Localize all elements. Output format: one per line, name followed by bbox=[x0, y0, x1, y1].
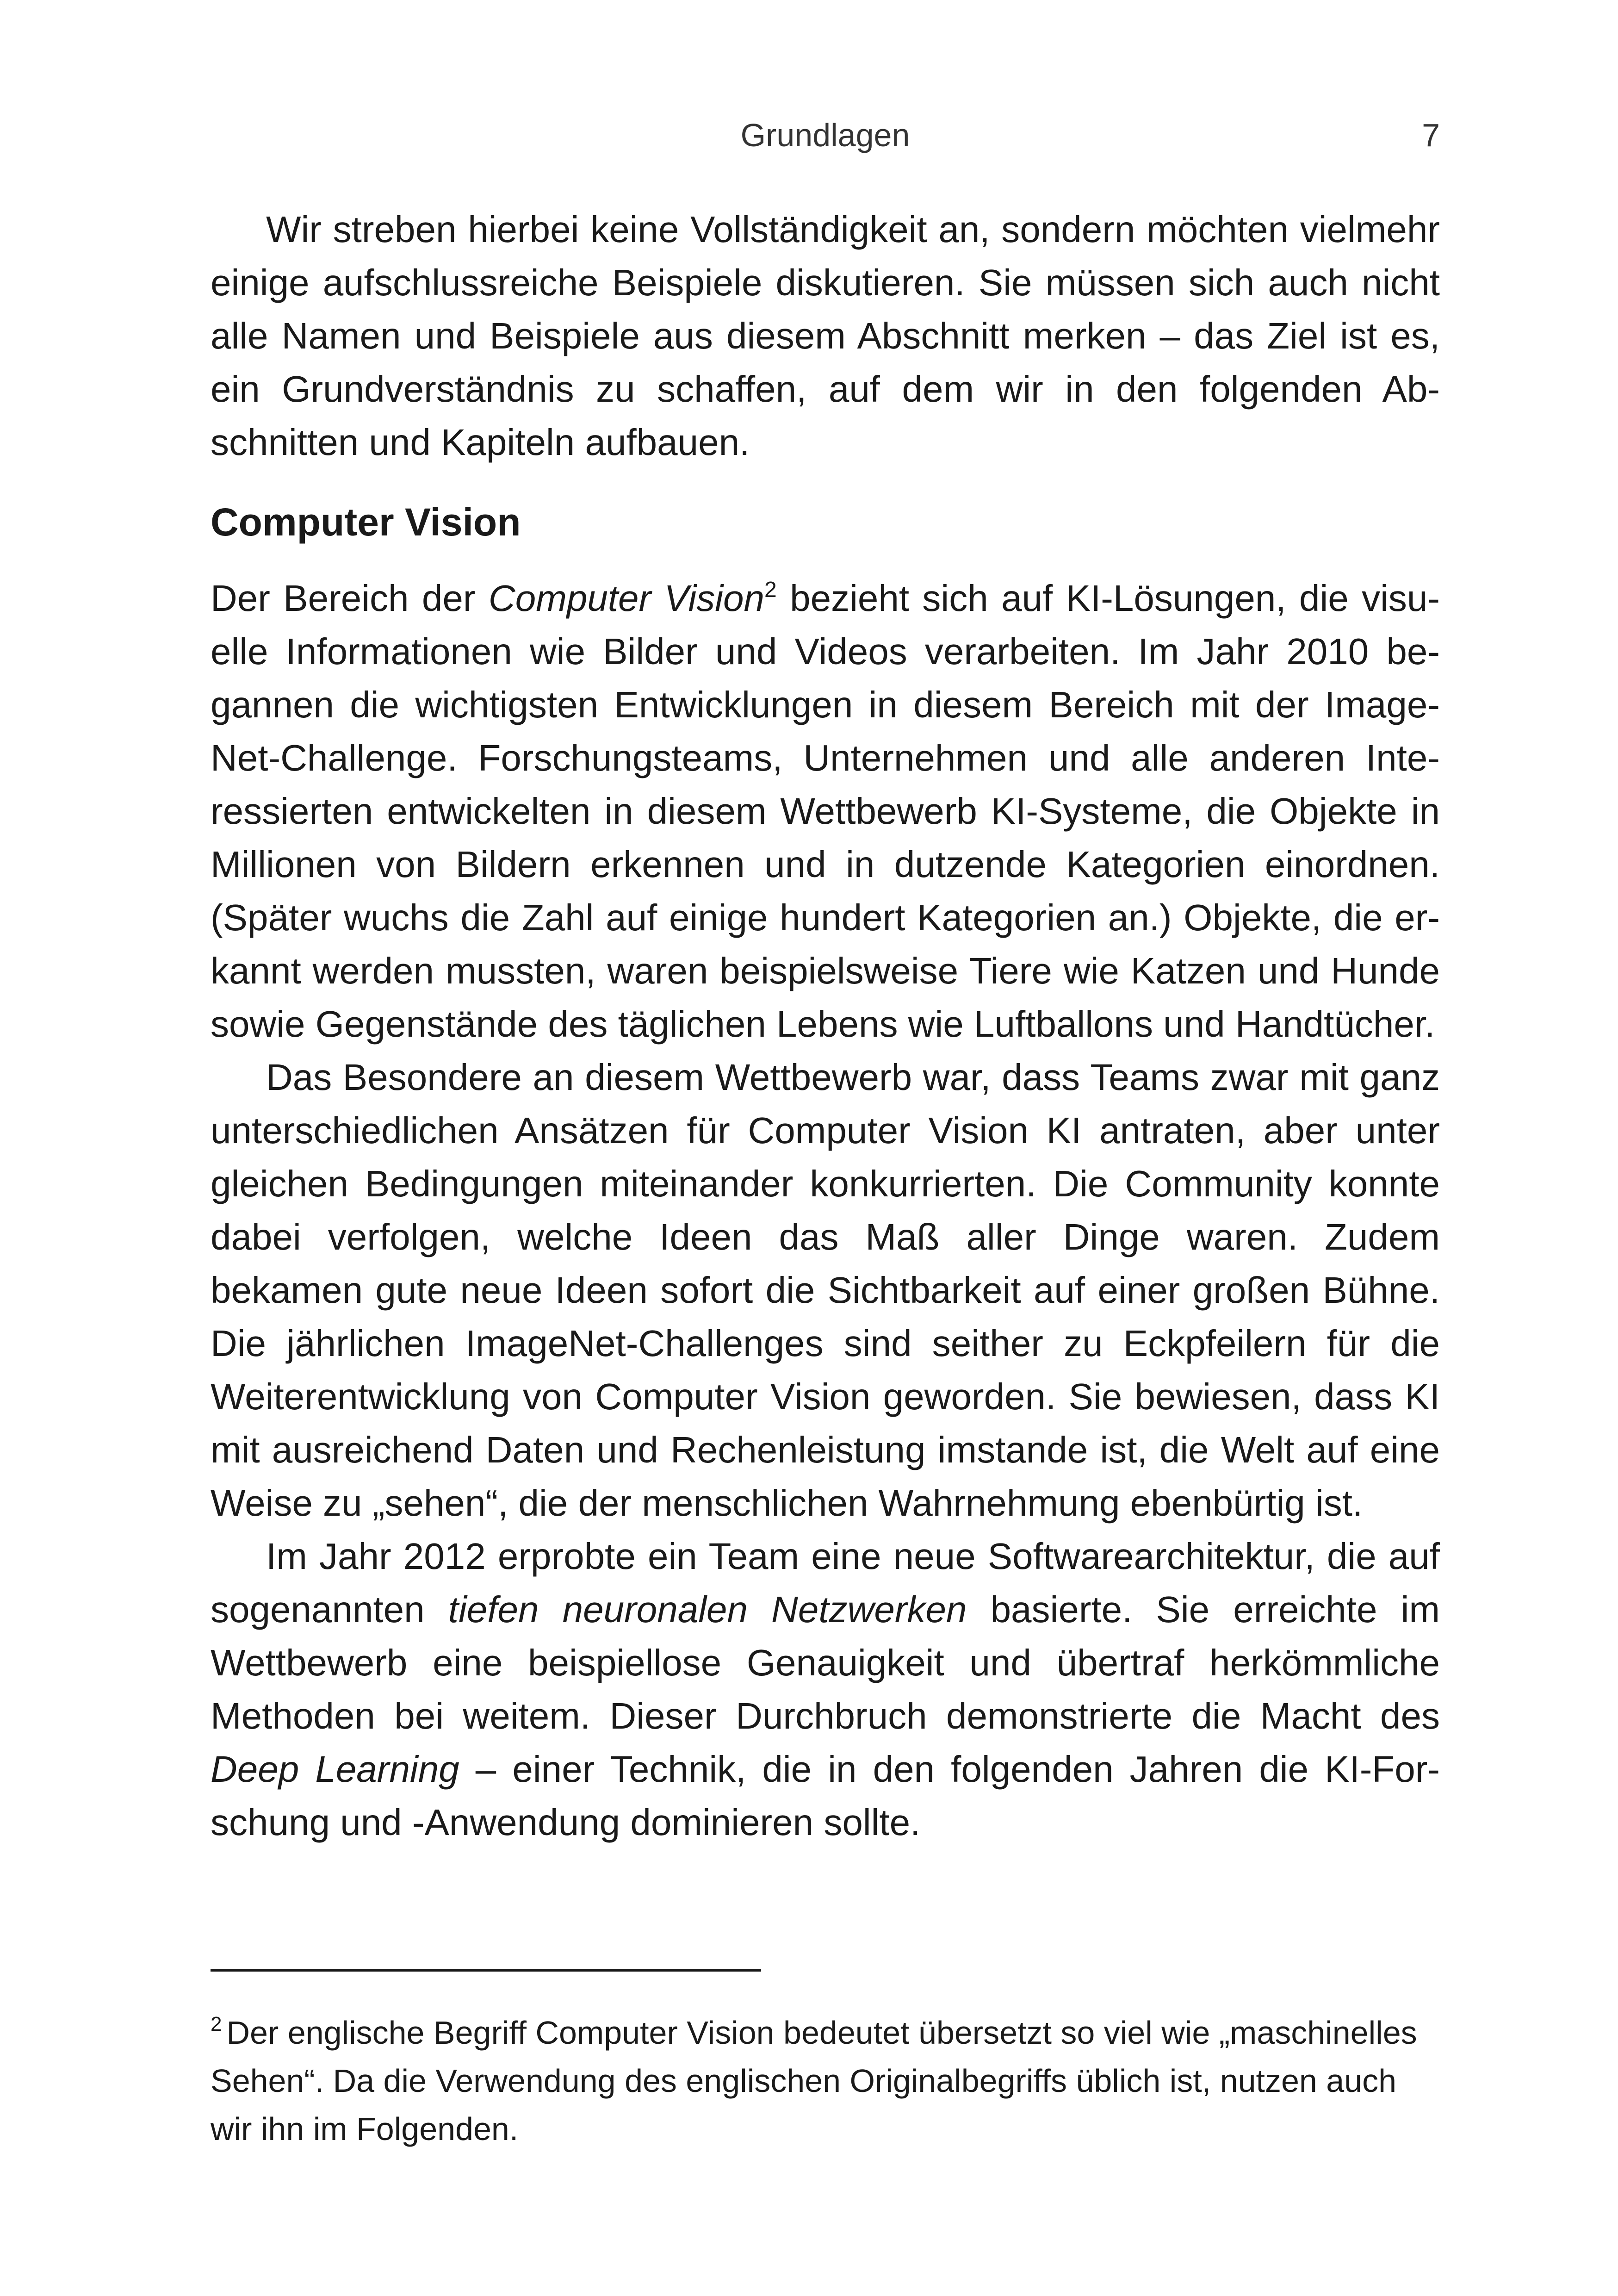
footnote-text: Der englische Begriff Computer Vision bedeutet übersetzt so viel wie „maschinelles Sehen“. Da die Verwendung des englischen Originalbegriffs üblich ist, nutzen auch wir ihn im Folgenden. bbox=[211, 2015, 1417, 2147]
running-head bbox=[211, 112, 1440, 158]
footnotes bbox=[211, 2009, 1440, 2153]
p1-text-after: bezieht sich auf KI-Lösungen, die visuelle Informationen wie Bilder und Videos verarbeiten. Im Jahr 2010 begannen die wichtigsten Entwicklungen in diesem Bereich mit der ImageNet-Challenge. Forschungsteams, Unternehmen und alle anderen Interessierten entwickelten in diesem Wettbewerb KI-Systeme, die Objekte in Millionen von Bildern erkennen und in dutzende Kategorien einordnen. (Später wuchs die Zahl auf einige hundert Kategorien an.) Objekte, die erkannt werden mussten, waren beispielsweise Tiere wie Katzen und Hunde sowie Gegenstände des täglichen Lebens wie Luftballons und Handtücher. bbox=[211, 578, 1440, 1045]
section-heading: Computer Vision bbox=[211, 500, 521, 544]
term-deep-learning: Deep Learning bbox=[211, 1748, 459, 1790]
page-number: 7 bbox=[1422, 117, 1440, 153]
main-text bbox=[211, 203, 1440, 1849]
footnote-number: 2 bbox=[211, 2013, 222, 2035]
running-head-section: Grundlagen bbox=[740, 117, 910, 153]
term-computer-vision: Computer Vision bbox=[488, 578, 764, 619]
p3-text-part2: basierte. Sie erreichte im Wettbewerb eine beispiellose Genauigkeit und übertraf herkömmliche Methoden bei weitem. Dieser Durchbruch demonstrierte die Macht des bbox=[211, 1589, 1440, 1736]
computer-vision-paragraph-2: Das Besondere an diesem Wettbewerb war, dass Teams zwar mit ganz unterschiedlichen Ansätzen für Computer Vision KI antraten, aber unter gleichen Bedingungen miteinander konkurrierten. Die Community konnte dabei verfolgen, welche Ideen das Maß aller Dinge waren. Zudem bekamen gute neue Ideen sofort die Sichtbarkeit auf einer großen Bühne. Die jährlichen ImageNet-Challenges sind seither zu Eckpfeilern für die Weiterentwicklung von Computer Vision geworden. Sie bewiesen, dass KI mit ausreichend Daten und Rechenleistung imstande ist, die Welt auf eine Weise zu „sehen“, die der menschlichen Wahrnehmung ebenbürtig ist. bbox=[211, 1057, 1440, 1524]
term-tiefe-neuronale-netzwerke: tiefen neuronalen Netzwerken bbox=[448, 1589, 967, 1630]
p1-text-before: Der Bereich der bbox=[211, 578, 489, 619]
p3-text-part3: – einer Technik, die in den folgenden Jahren die KI-Forschung und -Anwendung dominieren sollte. bbox=[211, 1748, 1440, 1843]
intro-paragraph: Wir streben hierbei keine Vollständigkeit an, sondern möchten vielmehr einige aufschlussreiche Beispiele diskutieren. Sie müssen sich auch nicht alle Namen und Beispiele aus diesem Abschnitt merken – das Ziel ist es, ein Grundverständnis zu schaffen, auf dem wir in den folgenden Abschnitten und Kapiteln aufbauen. bbox=[211, 209, 1440, 463]
computer-vision-paragraph-3 bbox=[211, 1530, 1440, 1849]
footnote bbox=[211, 2009, 1440, 2153]
footnote-divider bbox=[211, 1969, 761, 1972]
computer-vision-paragraph-1 bbox=[211, 572, 1440, 1051]
footnote-reference: 2 bbox=[764, 578, 777, 602]
p3-text-part1: Im Jahr 2012 erprobte ein Team eine neue Softwarearchitektur, die auf sogenannten bbox=[211, 1536, 1440, 1630]
